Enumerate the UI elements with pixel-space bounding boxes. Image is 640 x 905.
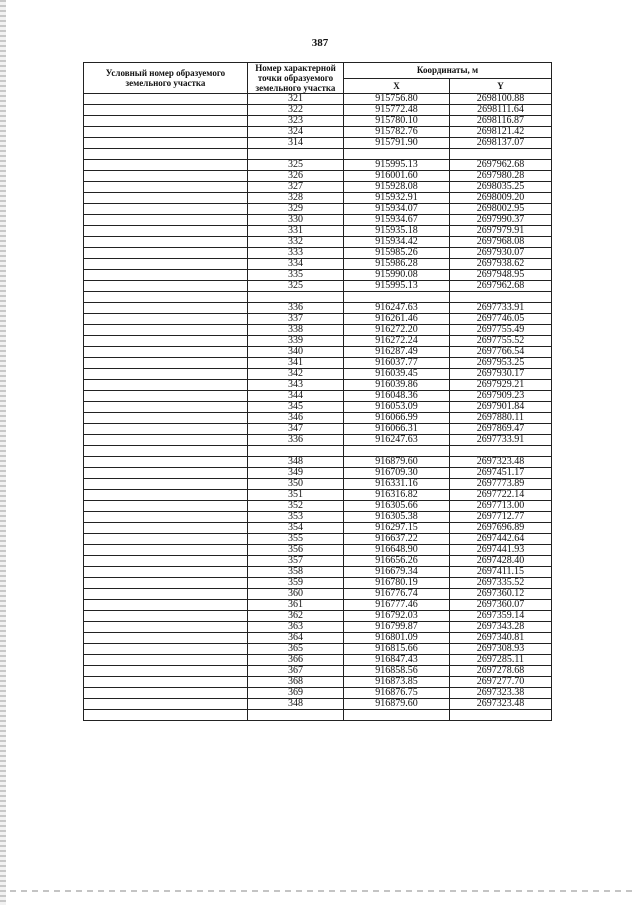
point-number-cell: 334 <box>248 259 344 270</box>
y-coordinate-cell: 2698116.87 <box>450 116 552 127</box>
point-number-cell: 340 <box>248 347 344 358</box>
table-row <box>84 644 552 655</box>
parcel-cell <box>84 138 248 149</box>
x-coordinate-cell <box>344 149 450 160</box>
point-number-cell: 350 <box>248 479 344 490</box>
point-number-cell: 332 <box>248 237 344 248</box>
y-coordinate-cell: 2697360.12 <box>450 589 552 600</box>
header-coordinates: Координаты, м <box>344 63 552 79</box>
y-coordinate-cell: 2697451.17 <box>450 468 552 479</box>
table-row <box>84 226 552 237</box>
point-number-cell: 362 <box>248 611 344 622</box>
parcel-cell <box>84 490 248 501</box>
table-row <box>84 380 552 391</box>
parcel-cell <box>84 446 248 457</box>
table-row <box>84 490 552 501</box>
y-coordinate-cell: 2697733.91 <box>450 435 552 446</box>
point-number-cell: 364 <box>248 633 344 644</box>
y-coordinate-cell: 2697712.77 <box>450 512 552 523</box>
x-coordinate-cell: 916297.15 <box>344 523 450 534</box>
y-coordinate-cell: 2697755.49 <box>450 325 552 336</box>
y-coordinate-cell: 2697930.07 <box>450 248 552 259</box>
point-number-cell: 327 <box>248 182 344 193</box>
point-number-cell: 325 <box>248 281 344 292</box>
table-row <box>84 237 552 248</box>
y-coordinate-cell: 2697713.00 <box>450 501 552 512</box>
table-row <box>84 468 552 479</box>
x-coordinate-cell: 916799.87 <box>344 622 450 633</box>
x-coordinate-cell <box>344 710 450 721</box>
y-coordinate-cell: 2697442.64 <box>450 534 552 545</box>
table-row <box>84 358 552 369</box>
point-number-cell: 348 <box>248 699 344 710</box>
parcel-cell <box>84 127 248 138</box>
point-number-cell: 333 <box>248 248 344 259</box>
x-coordinate-cell: 915782.76 <box>344 127 450 138</box>
parcel-cell <box>84 149 248 160</box>
x-coordinate-cell: 916305.66 <box>344 501 450 512</box>
x-coordinate-cell: 915934.07 <box>344 204 450 215</box>
x-coordinate-cell: 916001.60 <box>344 171 450 182</box>
y-coordinate-cell: 2698137.07 <box>450 138 552 149</box>
y-coordinate-cell: 2697277.70 <box>450 677 552 688</box>
table-row <box>84 248 552 259</box>
point-number-cell: 351 <box>248 490 344 501</box>
table-row <box>84 127 552 138</box>
x-coordinate-cell: 916847.43 <box>344 655 450 666</box>
y-coordinate-cell: 2697340.81 <box>450 633 552 644</box>
table-row <box>84 105 552 116</box>
y-coordinate-cell: 2697948.95 <box>450 270 552 281</box>
x-coordinate-cell: 915934.67 <box>344 215 450 226</box>
parcel-cell <box>84 578 248 589</box>
point-number-cell: 345 <box>248 402 344 413</box>
parcel-cell <box>84 501 248 512</box>
parcel-cell <box>84 666 248 677</box>
point-number-cell: 326 <box>248 171 344 182</box>
point-number-cell: 359 <box>248 578 344 589</box>
point-number-cell: 342 <box>248 369 344 380</box>
parcel-cell <box>84 688 248 699</box>
y-coordinate-cell <box>450 446 552 457</box>
table-row <box>84 149 552 160</box>
point-number-cell: 330 <box>248 215 344 226</box>
point-number-cell: 339 <box>248 336 344 347</box>
x-coordinate-cell: 915990.08 <box>344 270 450 281</box>
table-row <box>84 138 552 149</box>
table-row <box>84 171 552 182</box>
header-point-number: Номер характерной точки образуемого земельного участка <box>248 63 344 94</box>
point-number-cell: 356 <box>248 545 344 556</box>
point-number-cell: 344 <box>248 391 344 402</box>
point-number-cell: 354 <box>248 523 344 534</box>
point-number-cell: 353 <box>248 512 344 523</box>
x-coordinate-cell: 916815.66 <box>344 644 450 655</box>
x-coordinate-cell: 916801.09 <box>344 633 450 644</box>
x-coordinate-cell: 916777.46 <box>344 600 450 611</box>
x-coordinate-cell: 915995.13 <box>344 281 450 292</box>
y-coordinate-cell: 2697441.93 <box>450 545 552 556</box>
table-row <box>84 336 552 347</box>
parcel-cell <box>84 512 248 523</box>
table-row <box>84 314 552 325</box>
y-coordinate-cell: 2697962.68 <box>450 160 552 171</box>
header-x: X <box>344 78 450 94</box>
y-coordinate-cell: 2697323.48 <box>450 699 552 710</box>
parcel-cell <box>84 204 248 215</box>
scan-edge-left <box>0 0 6 905</box>
y-coordinate-cell <box>450 292 552 303</box>
x-coordinate-cell: 915756.80 <box>344 94 450 105</box>
y-coordinate-cell: 2697880.11 <box>450 413 552 424</box>
x-coordinate-cell: 916876.75 <box>344 688 450 699</box>
x-coordinate-cell: 915791.90 <box>344 138 450 149</box>
table-row <box>84 281 552 292</box>
y-coordinate-cell: 2697980.28 <box>450 171 552 182</box>
point-number-cell: 346 <box>248 413 344 424</box>
table-row <box>84 512 552 523</box>
x-coordinate-cell: 916873.85 <box>344 677 450 688</box>
x-coordinate-cell: 916305.38 <box>344 512 450 523</box>
table-row <box>84 710 552 721</box>
y-coordinate-cell: 2697773.89 <box>450 479 552 490</box>
table-body <box>84 94 552 721</box>
point-number-cell: 336 <box>248 435 344 446</box>
table-row <box>84 391 552 402</box>
table-row <box>84 611 552 622</box>
table-row <box>84 160 552 171</box>
table-row <box>84 578 552 589</box>
x-coordinate-cell: 915934.42 <box>344 237 450 248</box>
point-number-cell: 325 <box>248 160 344 171</box>
parcel-cell <box>84 336 248 347</box>
x-coordinate-cell: 916316.82 <box>344 490 450 501</box>
parcel-cell <box>84 226 248 237</box>
table-row <box>84 633 552 644</box>
parcel-cell <box>84 182 248 193</box>
y-coordinate-cell: 2697411.15 <box>450 567 552 578</box>
table-row <box>84 204 552 215</box>
parcel-cell <box>84 468 248 479</box>
y-coordinate-cell: 2697968.08 <box>450 237 552 248</box>
x-coordinate-cell: 916637.22 <box>344 534 450 545</box>
table-row <box>84 457 552 468</box>
x-coordinate-cell: 915935.18 <box>344 226 450 237</box>
y-coordinate-cell: 2697746.05 <box>450 314 552 325</box>
x-coordinate-cell: 915985.26 <box>344 248 450 259</box>
y-coordinate-cell: 2697335.52 <box>450 578 552 589</box>
table-row <box>84 677 552 688</box>
y-coordinate-cell: 2697278.68 <box>450 666 552 677</box>
table-row <box>84 446 552 457</box>
y-coordinate-cell: 2697869.47 <box>450 424 552 435</box>
parcel-cell <box>84 292 248 303</box>
parcel-cell <box>84 589 248 600</box>
y-coordinate-cell: 2697733.91 <box>450 303 552 314</box>
y-coordinate-cell: 2697930.17 <box>450 369 552 380</box>
parcel-cell <box>84 600 248 611</box>
parcel-cell <box>84 655 248 666</box>
point-number-cell: 324 <box>248 127 344 138</box>
x-coordinate-cell: 916879.60 <box>344 457 450 468</box>
parcel-cell <box>84 358 248 369</box>
table-row <box>84 556 552 567</box>
parcel-cell <box>84 237 248 248</box>
y-coordinate-cell: 2697323.38 <box>450 688 552 699</box>
point-number-cell: 360 <box>248 589 344 600</box>
table-row <box>84 292 552 303</box>
table-row <box>84 182 552 193</box>
x-coordinate-cell: 916272.24 <box>344 336 450 347</box>
parcel-cell <box>84 534 248 545</box>
parcel-cell <box>84 413 248 424</box>
parcel-cell <box>84 622 248 633</box>
parcel-cell <box>84 171 248 182</box>
point-number-cell: 369 <box>248 688 344 699</box>
parcel-cell <box>84 380 248 391</box>
table-row <box>84 94 552 105</box>
table-row <box>84 655 552 666</box>
parcel-cell <box>84 303 248 314</box>
x-coordinate-cell: 916656.26 <box>344 556 450 567</box>
table-row <box>84 369 552 380</box>
point-number-cell: 336 <box>248 303 344 314</box>
y-coordinate-cell: 2697285.11 <box>450 655 552 666</box>
point-number-cell: 337 <box>248 314 344 325</box>
parcel-cell <box>84 479 248 490</box>
y-coordinate-cell: 2698100.88 <box>450 94 552 105</box>
point-number-cell <box>248 446 344 457</box>
point-number-cell: 352 <box>248 501 344 512</box>
point-number-cell: 329 <box>248 204 344 215</box>
point-number-cell: 368 <box>248 677 344 688</box>
table-row <box>84 666 552 677</box>
parcel-cell <box>84 116 248 127</box>
x-coordinate-cell: 915928.08 <box>344 182 450 193</box>
point-number-cell: 321 <box>248 94 344 105</box>
y-coordinate-cell: 2697909.23 <box>450 391 552 402</box>
table-row <box>84 523 552 534</box>
parcel-cell <box>84 556 248 567</box>
x-coordinate-cell: 916709.30 <box>344 468 450 479</box>
parcel-cell <box>84 567 248 578</box>
x-coordinate-cell: 915995.13 <box>344 160 450 171</box>
point-number-cell: 355 <box>248 534 344 545</box>
y-coordinate-cell: 2697359.14 <box>450 611 552 622</box>
parcel-cell <box>84 435 248 446</box>
table-row <box>84 545 552 556</box>
y-coordinate-cell: 2697428.40 <box>450 556 552 567</box>
point-number-cell: 343 <box>248 380 344 391</box>
table-row <box>84 435 552 446</box>
x-coordinate-cell: 915780.10 <box>344 116 450 127</box>
x-coordinate-cell: 916039.45 <box>344 369 450 380</box>
table-row <box>84 424 552 435</box>
y-coordinate-cell: 2697722.14 <box>450 490 552 501</box>
y-coordinate-cell: 2698111.64 <box>450 105 552 116</box>
y-coordinate-cell: 2697938.62 <box>450 259 552 270</box>
x-coordinate-cell: 916648.90 <box>344 545 450 556</box>
parcel-cell <box>84 424 248 435</box>
point-number-cell: 357 <box>248 556 344 567</box>
point-number-cell: 328 <box>248 193 344 204</box>
x-coordinate-cell: 916066.31 <box>344 424 450 435</box>
parcel-cell <box>84 259 248 270</box>
table-row <box>84 325 552 336</box>
table-row <box>84 479 552 490</box>
parcel-cell <box>84 248 248 259</box>
page-number: 387 <box>311 37 329 49</box>
point-number-cell: 349 <box>248 468 344 479</box>
point-number-cell: 335 <box>248 270 344 281</box>
x-coordinate-cell: 916879.60 <box>344 699 450 710</box>
parcel-cell <box>84 523 248 534</box>
table-row <box>84 259 552 270</box>
parcel-cell <box>84 314 248 325</box>
parcel-cell <box>84 402 248 413</box>
y-coordinate-cell: 2697323.48 <box>450 457 552 468</box>
table-row <box>84 699 552 710</box>
y-coordinate-cell: 2697979.91 <box>450 226 552 237</box>
parcel-cell <box>84 193 248 204</box>
y-coordinate-cell: 2697360.07 <box>450 600 552 611</box>
parcel-cell <box>84 391 248 402</box>
header-parcel-number: Условный номер образуемого земельного участка <box>84 63 248 94</box>
parcel-cell <box>84 105 248 116</box>
parcel-cell <box>84 633 248 644</box>
x-coordinate-cell: 916776.74 <box>344 589 450 600</box>
point-number-cell: 331 <box>248 226 344 237</box>
parcel-cell <box>84 325 248 336</box>
x-coordinate-cell: 916858.56 <box>344 666 450 677</box>
parcel-cell <box>84 677 248 688</box>
point-number-cell: 338 <box>248 325 344 336</box>
table-row <box>84 413 552 424</box>
y-coordinate-cell: 2697696.89 <box>450 523 552 534</box>
x-coordinate-cell: 916037.77 <box>344 358 450 369</box>
y-coordinate-cell: 2698121.42 <box>450 127 552 138</box>
x-coordinate-cell <box>344 292 450 303</box>
x-coordinate-cell: 916053.09 <box>344 402 450 413</box>
point-number-cell <box>248 149 344 160</box>
point-number-cell: 314 <box>248 138 344 149</box>
parcel-cell <box>84 644 248 655</box>
y-coordinate-cell: 2697929.21 <box>450 380 552 391</box>
table-row <box>84 622 552 633</box>
x-coordinate-cell <box>344 446 450 457</box>
point-number-cell: 358 <box>248 567 344 578</box>
parcel-cell <box>84 369 248 380</box>
table-row <box>84 688 552 699</box>
point-number-cell: 363 <box>248 622 344 633</box>
parcel-cell <box>84 215 248 226</box>
y-coordinate-cell: 2697953.25 <box>450 358 552 369</box>
point-number-cell <box>248 292 344 303</box>
point-number-cell: 361 <box>248 600 344 611</box>
table-row <box>84 215 552 226</box>
y-coordinate-cell: 2697962.68 <box>450 281 552 292</box>
table-row <box>84 600 552 611</box>
table-row <box>84 501 552 512</box>
y-coordinate-cell: 2697766.54 <box>450 347 552 358</box>
parcel-cell <box>84 281 248 292</box>
table-row <box>84 116 552 127</box>
parcel-cell <box>84 160 248 171</box>
y-coordinate-cell <box>450 149 552 160</box>
x-coordinate-cell: 916039.86 <box>344 380 450 391</box>
parcel-cell <box>84 347 248 358</box>
point-number-cell: 348 <box>248 457 344 468</box>
point-number-cell: 341 <box>248 358 344 369</box>
y-coordinate-cell: 2697343.28 <box>450 622 552 633</box>
x-coordinate-cell: 915932.91 <box>344 193 450 204</box>
point-number-cell: 323 <box>248 116 344 127</box>
x-coordinate-cell: 916048.36 <box>344 391 450 402</box>
parcel-cell <box>84 545 248 556</box>
scan-edge-bottom <box>10 890 634 892</box>
y-coordinate-cell: 2698009.20 <box>450 193 552 204</box>
x-coordinate-cell: 916331.16 <box>344 479 450 490</box>
parcel-cell <box>84 710 248 721</box>
x-coordinate-cell: 916261.46 <box>344 314 450 325</box>
table-row <box>84 193 552 204</box>
x-coordinate-cell: 916247.63 <box>344 435 450 446</box>
table-row <box>84 347 552 358</box>
parcel-cell <box>84 457 248 468</box>
x-coordinate-cell: 915986.28 <box>344 259 450 270</box>
x-coordinate-cell: 916066.99 <box>344 413 450 424</box>
table-row <box>84 303 552 314</box>
table-row <box>84 567 552 578</box>
table-row <box>84 534 552 545</box>
y-coordinate-cell: 2697755.52 <box>450 336 552 347</box>
y-coordinate-cell: 2697990.37 <box>450 215 552 226</box>
point-number-cell: 366 <box>248 655 344 666</box>
table-row <box>84 402 552 413</box>
x-coordinate-cell: 916679.34 <box>344 567 450 578</box>
parcel-cell <box>84 699 248 710</box>
parcel-cell <box>84 270 248 281</box>
point-number-cell: 347 <box>248 424 344 435</box>
x-coordinate-cell: 916247.63 <box>344 303 450 314</box>
x-coordinate-cell: 916780.19 <box>344 578 450 589</box>
point-number-cell: 322 <box>248 105 344 116</box>
point-number-cell <box>248 710 344 721</box>
y-coordinate-cell: 2697308.93 <box>450 644 552 655</box>
parcel-cell <box>84 94 248 105</box>
x-coordinate-cell: 916287.49 <box>344 347 450 358</box>
y-coordinate-cell: 2698035.25 <box>450 182 552 193</box>
x-coordinate-cell: 915772.48 <box>344 105 450 116</box>
y-coordinate-cell <box>450 710 552 721</box>
x-coordinate-cell: 916272.20 <box>344 325 450 336</box>
point-number-cell: 365 <box>248 644 344 655</box>
header-y: Y <box>450 78 552 94</box>
parcel-cell <box>84 611 248 622</box>
point-number-cell: 367 <box>248 666 344 677</box>
x-coordinate-cell: 916792.03 <box>344 611 450 622</box>
table-row <box>84 270 552 281</box>
y-coordinate-cell: 2697901.84 <box>450 402 552 413</box>
y-coordinate-cell: 2698002.95 <box>450 204 552 215</box>
table-row <box>84 589 552 600</box>
coordinates-table <box>83 62 552 721</box>
